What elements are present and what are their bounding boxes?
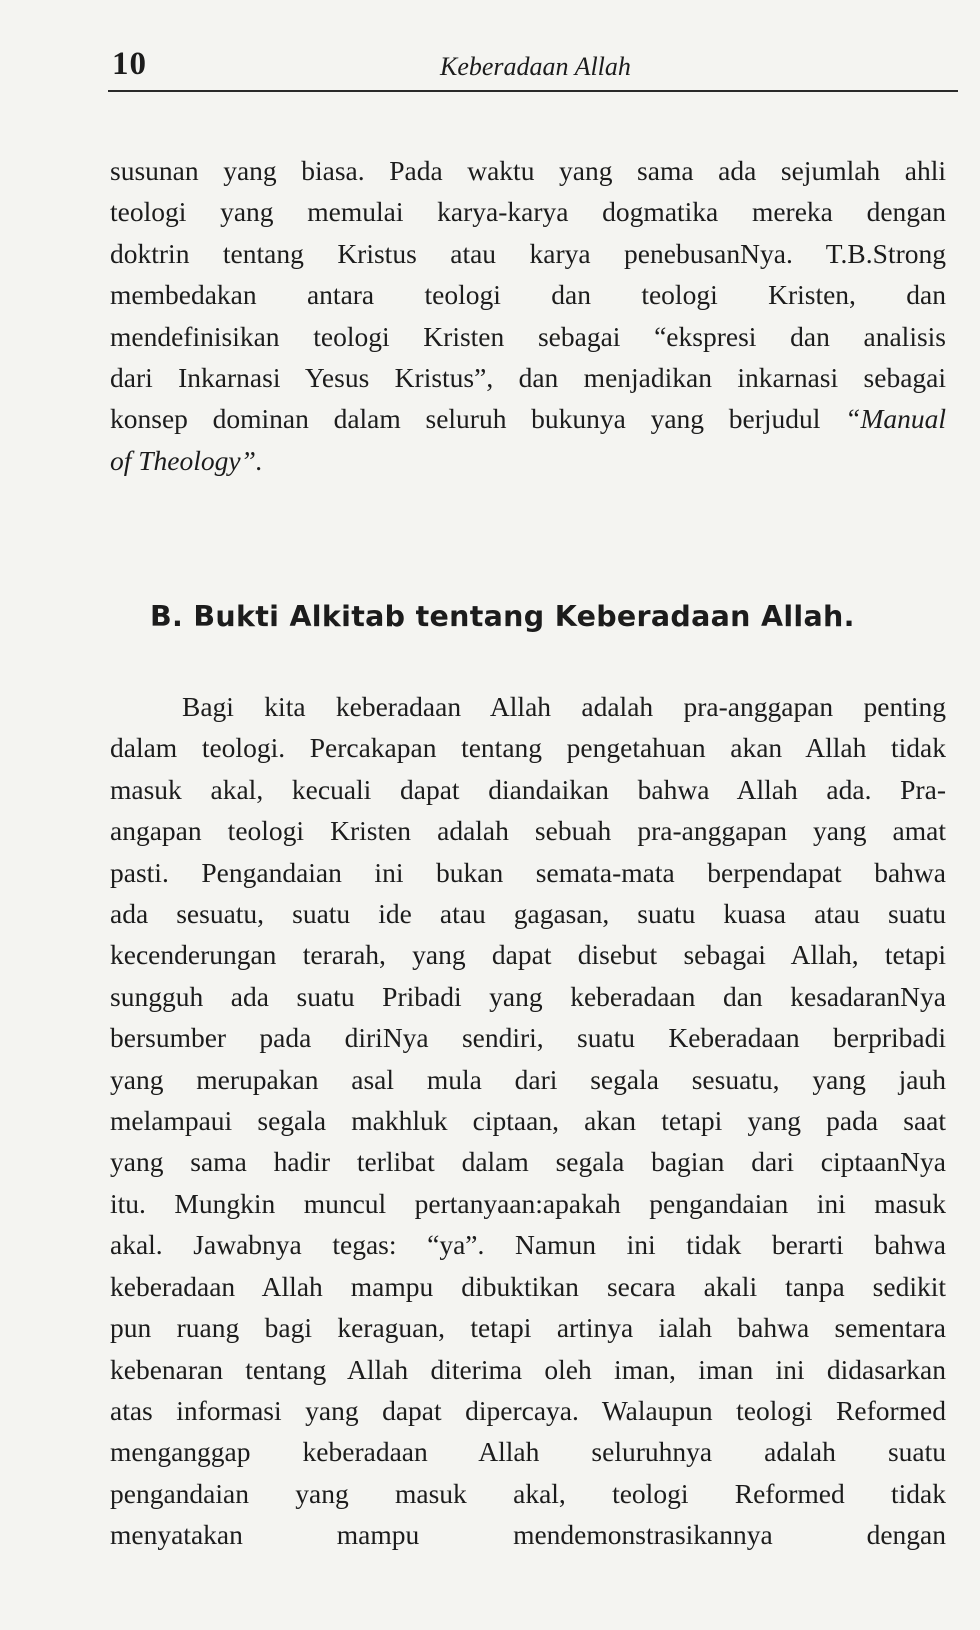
page-number: 10 <box>112 46 147 82</box>
paragraph-line: Bagi kita keberadaan Allah adalah pra-anggapan penting <box>182 691 946 722</box>
paragraph-line: dari Inkarnasi Yesus Kristus”, dan menjadikan inkarnasi sebagai <box>110 362 946 394</box>
paragraph-line: yang merupakan asal mula dari segala sesuatu, yang jauh <box>110 1063 946 1095</box>
paragraph-1 <box>110 150 946 481</box>
paragraph-line: pun ruang bagi keraguan, tetapi artinya ialah bahwa sementara <box>110 1312 946 1344</box>
header-rule <box>108 90 958 92</box>
paragraph-line: kecenderungan terarah, yang dapat disebut sebagai Allah, tetapi <box>110 939 946 971</box>
paragraph-line-text: konsep dominan dalam seluruh bukunya yang berjudul <box>110 403 821 435</box>
paragraph-line: pasti. Pengandaian ini bukan semata-mata berpendapat bahwa <box>110 856 946 888</box>
book-title-start: “Manual <box>845 403 947 435</box>
paragraph-line: teologi yang memulai karya-karya dogmatika mereka dengan <box>110 196 946 228</box>
paragraph-line-with-title <box>110 398 946 439</box>
paragraph-line: sungguh ada suatu Pribadi yang keberadaan dan kesadaranNya <box>110 980 946 1012</box>
paragraph-line: bersumber pada diriNya sendiri, suatu Keberadaan berpribadi <box>110 1022 946 1054</box>
paragraph-line: mendefinisikan teologi Kristen sebagai “ekspresi dan analisis <box>110 320 946 352</box>
paragraph-line: masuk akal, kecuali dapat diandaikan bahwa Allah ada. Pra- <box>110 773 946 805</box>
paragraph-line: yang sama hadir terlibat dalam segala bagian dari ciptaanNya <box>110 1146 946 1178</box>
paragraph-line: ada sesuatu, suatu ide atau gagasan, suatu kuasa atau suatu <box>110 898 946 930</box>
paragraph-line: susunan yang biasa. Pada waktu yang sama ada sejumlah ahli <box>110 155 946 186</box>
paragraph-line: melampaui segala makhluk ciptaan, akan tetapi yang pada saat <box>110 1105 946 1137</box>
paragraph-line: dalam teologi. Percakapan tentang pengetahuan akan Allah tidak <box>110 732 946 764</box>
book-title-end-text: of Theology”. <box>110 444 263 476</box>
paragraph-line: doktrin tentang Kristus atau karya penebusanNya. T.B.Strong <box>110 237 946 269</box>
paragraph-2 <box>110 686 946 1556</box>
paragraph-line: keberadaan Allah mampu dibuktikan secara akali tanpa sedikit <box>110 1270 946 1302</box>
paragraph-line: atas informasi yang dapat dipercaya. Walaupun teologi Reformed <box>110 1394 946 1426</box>
paragraph-line: angapan teologi Kristen adalah sebuah pra-anggapan yang amat <box>110 815 946 847</box>
book-title-end <box>110 440 946 481</box>
paragraph-line: menganggap keberadaan Allah seluruhnya adalah suatu <box>110 1436 946 1468</box>
paragraph-line: membedakan antara teologi dan teologi Kristen, dan <box>110 279 946 311</box>
paragraph-line: pengandaian yang masuk akal, teologi Reformed tidak <box>110 1477 946 1509</box>
paragraph-line: itu. Mungkin muncul pertanyaan:apakah pengandaian ini masuk <box>110 1187 946 1219</box>
paragraph-line: menyatakan mampu mendemonstrasikannya dengan <box>110 1519 946 1551</box>
running-title: Keberadaan Allah <box>440 52 631 81</box>
paragraph-line: kebenaran tentang Allah diterima oleh iman, iman ini didasarkan <box>110 1353 946 1385</box>
section-heading: B. Bukti Alkitab tentang Keberadaan Allah. <box>150 600 855 633</box>
paragraph-line: akal. Jawabnya tegas: “ya”. Namun ini tidak berarti bahwa <box>110 1229 946 1261</box>
